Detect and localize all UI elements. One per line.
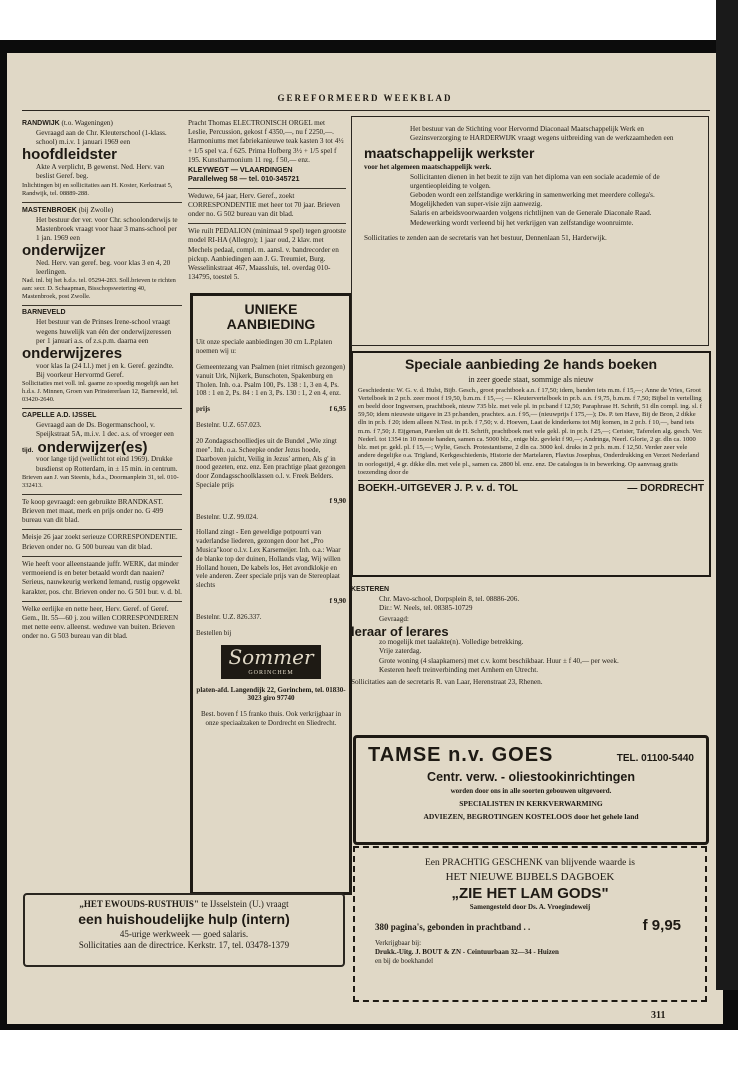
unieke-order-1: Bestelnr. U.Z. 657.023. [196,421,262,430]
tamse-name: TAMSE n.v. GOES [368,744,554,766]
lam-line-2: HET NIEUWE BIJBELS DAGBOEK [445,871,615,883]
ad-randwijk [22,116,182,203]
kesteren-point-4: Kesteren heeft treinverbinding met Arnhem en Utrecht. [379,665,539,674]
unieke-title-2: AANBIEDING [226,315,316,332]
sommer-logo-text: Sommer [228,644,314,669]
unieke-footer: Best. boven f 15 franko thuis. Ook verkrijgbaar in onze speciaalzaken te Dordrecht en Sliedrecht. [201,710,341,727]
ad-zie-het-lam-gods [353,846,707,1002]
unieke-aanbieding-box [190,293,352,895]
speciale-sub: in zeer goede staat, sommige als nieuw [468,374,594,384]
ad-title-row [22,440,182,456]
sommer-logo [221,645,321,679]
diaconaal-point-1: Sollicitanten dienen in het bezit te zijn van het diploma van een sociale academie of de urgentieopleiding te volgen. [410,172,660,190]
unieke-order-2: Bestelnr. U.Z. 99.024. [196,512,259,521]
kesteren-title: leraar of lerares [351,623,449,639]
ewouds-title: een huishoudelijke hulp (intern) [78,911,290,927]
scan-gutter [716,0,738,990]
diaconaal-point-5: Medewerking wordt verleend bij het verkrijgen van zelfstandige woonruimte. [410,218,634,227]
ad-title: hoofdleidster [22,146,118,164]
ewouds-conditions: 45-urige werkweek — goed salaris. [119,929,249,939]
ad-head-sub: (bij Zwolle) [78,205,114,214]
ewouds-line-1 [25,899,343,909]
ad-text: Weduwe, 64 jaar, Herv. Geref., zoekt CORRESPONDENTIE met heer tot 70 jaar. Brieven onder no. G 502 bureau van dit blad. [188,191,340,218]
unieke-price-label: prijs [196,405,210,414]
ad-text: Wie ruilt PEDALION (minimaal 9 spel) tegen grootste model RI-HA (Allegro); 1 jaar oud, 2 klav. met Mechels pedaal, compl. m. aansl. v. bandrecorder en pickup. Aanbiedingen aan J. G. Treumiet, Burg. Wesselinkstraat 467, Maassluis, tel. overdag 010-134795, toestel 5. [188,227,346,282]
ad-meisje [22,530,182,556]
ad-company: KLEYWEGT — VLAARDINGEN [188,165,293,175]
lam-price-row [375,917,681,934]
ad-head: KESTEREN [351,586,390,593]
ad-body: Het bestuur van de Prinses Irene-school vraagt wegens huwelijk van één der onderwijzeressen per 1 januari a.s. of z.s.p.m. daarna een [36,318,172,345]
kesteren-point-1: zo mogelijk met taalakte(n). Volledige betrekking. [379,638,524,647]
column-1 [22,116,182,888]
ad-title: onderwijzer [22,242,106,260]
lam-price: f 9,95 [642,917,681,934]
kesteren-school: Chr. Mavo-school, Dorpsplein 8, tel. 08886-206. [379,594,520,603]
ad-body: Gevraagd aan de Chr. Kleuterschool (1-klass. school) m.i.v. 1 januari 1969 een [36,128,167,147]
speciale-city: — DORDRECHT [627,483,704,495]
ad-kesteren [351,586,707,728]
lam-available: Verkrijgbaar bij: [375,939,422,947]
diaconaal-intro: Het bestuur van de Stichting voor Hervormd Diaconaal Maatschappelijk Werk en Gezinsverzorging te HARDERWIJK vraagt wegens uitbreiding van de werkzaamheden een [410,125,674,143]
ad-weduwe [188,189,346,225]
tamse-phone: TEL. 01100-5440 [616,753,694,764]
speciale-title: Speciale aanbieding 2e hands boeken [404,356,658,372]
ad-diaconaal-harderwijk [351,116,709,346]
ad-info: Brieven aan J. van Steenis, h.d.s., Doormanplein 31, tel. 010-332413. [22,473,179,489]
sommer-logo-sub: GORINCHEM [248,669,294,676]
ad-head: CAPELLE A.D. IJSSEL [22,412,97,420]
diaconaal-footer: Sollicitaties te zenden aan de secretaris van het bestuur, Dennenlaan 51, Harderwijk. [364,233,607,242]
diaconaal-point-3: Mogelijkheden van super-visie zijn aanwezig. [410,200,543,209]
sommer-address: platen-afd. Langendijk 22, Gorinchem, tel. 01830-3023 giro 97740 [196,685,346,703]
unieke-item-2: 20 Zondagsschoolliedjes uit de Bundel „Wie zingt mee". Inh. o.a. Scheepke onder Jezus hoede, Daarboven juicht, Veilig in Jezus' armen, Als g' in nood gezeten, enz. enz. Een prachtige plaat gezongen door Zondagsschoolklassen o.l. v. Freek Belders. Speciale prijs [196,436,346,489]
ad-company-address: Parallelweg 58 — tel. 010-345721 [188,174,300,184]
column-2 [188,116,346,292]
ewouds-name: „HET EWOUDS-RUSTHUIS" [79,899,199,909]
speciale-footer [358,480,704,496]
speciale-body: Geschiedenis: W. G. v. d. Hulst, Bijb. Gesch., groot prachtboek a.n. f 17,50; idem, banden iets m.m. f 15,—; Anne de Vries, Groot Vertelboek in 2 pr.b. zeer mooi f 19,50, b.m.m. f 15,—; — Kleutervertelboek in pr.b. a.n. f 9,75, b.m.m. f 7,50; Bijbel in vertelling en beeld door Ingwersen, prachtboek, nieuw 735 blz. met vele pl. in pr.band f 12,50; Paraphrase H. Schrift, 51 dln compl. ing. sl. f 59,50; idem nieuwste uitgave in 23 pr.banden, prachtex. a.n. f 95,— (nieuwprijs f 175,—); Ds. P. ten Have, Bij de Bron, 2 dikke dln in pr.b. f 20; idem alleen N.Test. in pr.b. f 7,50; v. d. Hoeven, Laat de kinderkens tot Mij komen, in 2 pr.b. f 10,—, band iets m.m. f 7,50; J. Eijgenan, Parelen uit de H. Schrift, prachtboek met vele gekl. pl. in pr.b. f 25,—; Cerisier, Taferelen alg. gesch. Ver. Nederl. tot 1354 in 10 mooie banden, samen ca. 5000 blz., enige blz. gevlekt f 90,—; Andringa, Neerl. Glorie, 2 gr. dln ca. 1000 blz. met pr. gekl. pl. f 15,—; Wylie, Gesch. Protestantisme, 2 dln ca. 3000 kol. druks in 2 pr.b. m.m. f 12,50. Verder zeer vele andere degelijke o.a. Trigland, Kerkgeschiedenis, Historie der Martelaren, Flavius Josephus, Onderdrukking en Verzet Nederland in oorlogstijd, 4 gr. dikke dln. met vele pl., samen ca. 2800 bl. enz. enz. De catalogus is in bewerking. Op aanvraag gratis toezending door de [358,386,703,476]
ad-mastenbroek [22,203,182,307]
newspaper-page [7,53,723,1024]
ad-text: Pracht Thomas ELECTRONISCH ORGEL met Leslie, Percussion, gekost f 4350,—, nu f 2250,—. Harmoniums met fabriekanieuwe teak kasten 3 tot 4½ + 1/5 spel v.a. f 625. Prima Hofberg 3½ + 1/5 spel f 195. Kunstharmonium 11 reg. f 50,— enz. [188,119,344,164]
unieke-bestellen: Bestellen bij [196,628,232,637]
unieke-price-2: f 9,90 [329,496,346,505]
unieke-item-3: Holland zingt - Een geweldige potpourri van vaderlandse liederen, gezongen door het „Pro Musica"koor o.l.v. Lex Karsemeijer. Inh. o.a.: Waar de blanke top der duinen, Hollands vlag, Wij willen Holland houen, De kabels los, Het avondklokje en vele anderen. Zeer speciale prijs van de Stereoplaat slechts [196,528,341,590]
header-rule [22,110,710,111]
ad-info: Nad. inl. bij het h.d.s. tel. 05294-283. Soll.brieven te richten aan: secr. D. Schaapman, Bisschopswetering 40, Mastenbroek, post Zwolle. [22,277,176,301]
kesteren-footer: Sollicitaties aan de secretaris R. van Laar, Herenstraat 23, Rhenen. [351,678,543,687]
ad-text: Meisje 26 jaar zoekt serieuze CORRESPONDENTIE. Brieven onder no. G 500 bureau van dit blad. [22,533,178,551]
kesteren-point-2: Vrije zaterdag. [379,647,422,656]
ad-head-sub: (t.o. Wageningen) [61,119,113,127]
ad-info: Sollicitaties met voll. inl. gaarne zo spoedig mogelijk aan het h.d.s. J. Minnen, Groen van Prinstererlaan 12, Barneveld, tel. 03420-2640. [22,380,179,404]
page-number: 311 [651,1010,666,1021]
tamse-line-2: Centr. verw. - oliestookinrichtingen [427,770,635,784]
unieke-title-1: UNIEKE [244,301,298,317]
kesteren-gevraagd: Gevraagd: [379,615,409,624]
ad-capelle [22,409,182,495]
tamse-line-5: ADVIEZEN, BEGROTINGEN KOSTELOOS door het gehele land [423,812,639,821]
unieke-price-3: f 9,90 [329,597,346,606]
lam-publisher: Drukk.-Uitg. J. BOUT & ZN - Ceintuurbaan 32—34 - Huizen [375,948,559,956]
tamse-line-4: SPECIALISTEN IN KERKVERWARMING [459,799,603,808]
ad-speciale-aanbieding [351,351,711,577]
diaconaal-title: maatschappelijk werkster [364,145,535,162]
ad-tamse [353,735,709,845]
ad-juffrouw [22,557,182,602]
ad-body: Het bestuur der ver. voor Chr. schoolonderwijs te Mastenbroek vraagt voor haar 3 mans-school per 1 jan. 1969 een [36,215,178,242]
diaconaal-sub: voor het algemeen maatschappelijk werk. [364,163,492,172]
ad-prefix: tijd. [22,446,34,454]
lam-line-1: Een PRACHTIG GESCHENK van blijvende waarde is [424,858,636,868]
ad-title: onderwijzeres [22,344,123,362]
tamse-line-3: worden door ons in alle soorten gebouwen uitgevoerd. [450,787,612,795]
page-header: GEREFORMEERD WEEKBLAD [277,93,453,103]
ad-title: onderwijzer(es) [37,438,148,456]
lam-author: Samengesteld door Ds. A. Vroegindeweij [469,903,591,911]
ewouds-contact: Sollicitaties aan de directrice. Kerkstr. 17, tel. 03478-1379 [78,940,290,950]
ad-ewouds-rusthuis [23,893,345,967]
ad-text: Te koop gevraagd: een gebruikte BRANDKAST. Brieven met maat, merk en prijs onder no. G 499 bureau van dit blad. [22,497,164,525]
ad-body: Gevraagd aan de Ds. Bogermanschool, v. Speijkstraat 5A, m.i.v. 1 dec. a.s. of vroeger een [36,421,174,439]
lam-bookshop: en bij de boekhandel [375,957,434,965]
ad-info: Inlichtingen bij en sollicitaties aan H. Koster, Kerkstraat 5, Randwijk, tel. 08889-288. [22,181,173,197]
ad-head: BARNEVELD [22,309,66,317]
ad-orgel [188,116,346,189]
speciale-publisher: BOEKH.-UITGEVER J. P. v. d. TOL [358,483,519,495]
unieke-intro: Uit onze speciale aanbiedingen 30 cm L.P.platen noemen wij u: [196,338,333,356]
kesteren-director: Dir.: W. Neels, tel. 08385-10729 [379,604,473,613]
unieke-order-3: Bestelnr. U.Z. 826.337. [196,612,262,621]
ad-req: voor klas Ia (24 Ll.) met j en k. Geref. gezindte. Bij voorkeur Hervormd Geref. [36,361,174,379]
lam-title: „ZIE HET LAM GODS" [451,885,609,902]
ad-barneveld [22,306,182,409]
lam-pages: 380 pagina's, gebonden in prachtband . . [375,922,531,932]
ad-brandkast [22,495,182,531]
ad-req: Ned. Herv. van geref. beg. voor klas 3 en 4, 20 leerlingen. [36,258,171,277]
ad-req: voor lange tijd (wellicht tot eind 1969). Drukke busdienst op Rotterdam, in ± 15 min. in centrum. [36,455,178,473]
ad-req: Akte A verplicht, B gewenst. Ned. Herv. van beslist Geref. beg. [36,163,165,181]
unieke-price: f 6,95 [329,405,346,414]
unieke-item-1: Gemeentezang van Psalmen (niet ritmisch gezongen) vanuit Urk, Nijkerk, Bunschoten, Spakenburg en Tholen. Inh. o.a. Psalm 100, Ps. 138 : 1, 3 en 4, Ps. 108 : 1 en 2, Ps. 84 : 1 en 3, Ps. 130 : 1, 2 en 4, enz. [196,363,346,398]
ewouds-location: te IJsselstein (U.) vraagt [201,899,289,909]
diaconaal-point-2: Geboden wordt een zelfstandige werkkring in samenwerking met meerdere collega's. [410,191,655,199]
kesteren-point-3: Grote woning (4 slaapkamers) met c.v. komt beschikbaar. Huur ± f 40,— per week. [379,656,619,665]
diaconaal-point-4: Salaris en arbeidsvoorwaarden volgens richtlijnen van de Generale Diaconale Raad. [410,209,652,218]
ad-weduwe-herv [22,602,182,646]
ad-head: MASTENBROEK [22,206,77,214]
ad-head: RANDWIJK [22,120,60,127]
ad-text: Wie heeft voor alleenstaande juffr. WERK, dat minder vermoeiend is en beter betaald wordt dan naaien? Serieus, nauwkeurig werkend lemand, rustig opgewekt karakter, pos. chr. Brieven onder no. G 501 bur. v. d. bl. [22,559,182,596]
unieke-price-row-1 [196,405,346,414]
ad-text: Welke eerlijke en nette heer, Herv. Geref. of Geref. Gem., llt. 55—60 j. zou willen CORRESPONDEREN met nette eenv. alleenst. weduwe van buiten. Brieven onder no. G 503 bureau van dit blad. [22,604,179,641]
ad-pedalion [188,224,346,286]
tamse-header [368,744,694,767]
